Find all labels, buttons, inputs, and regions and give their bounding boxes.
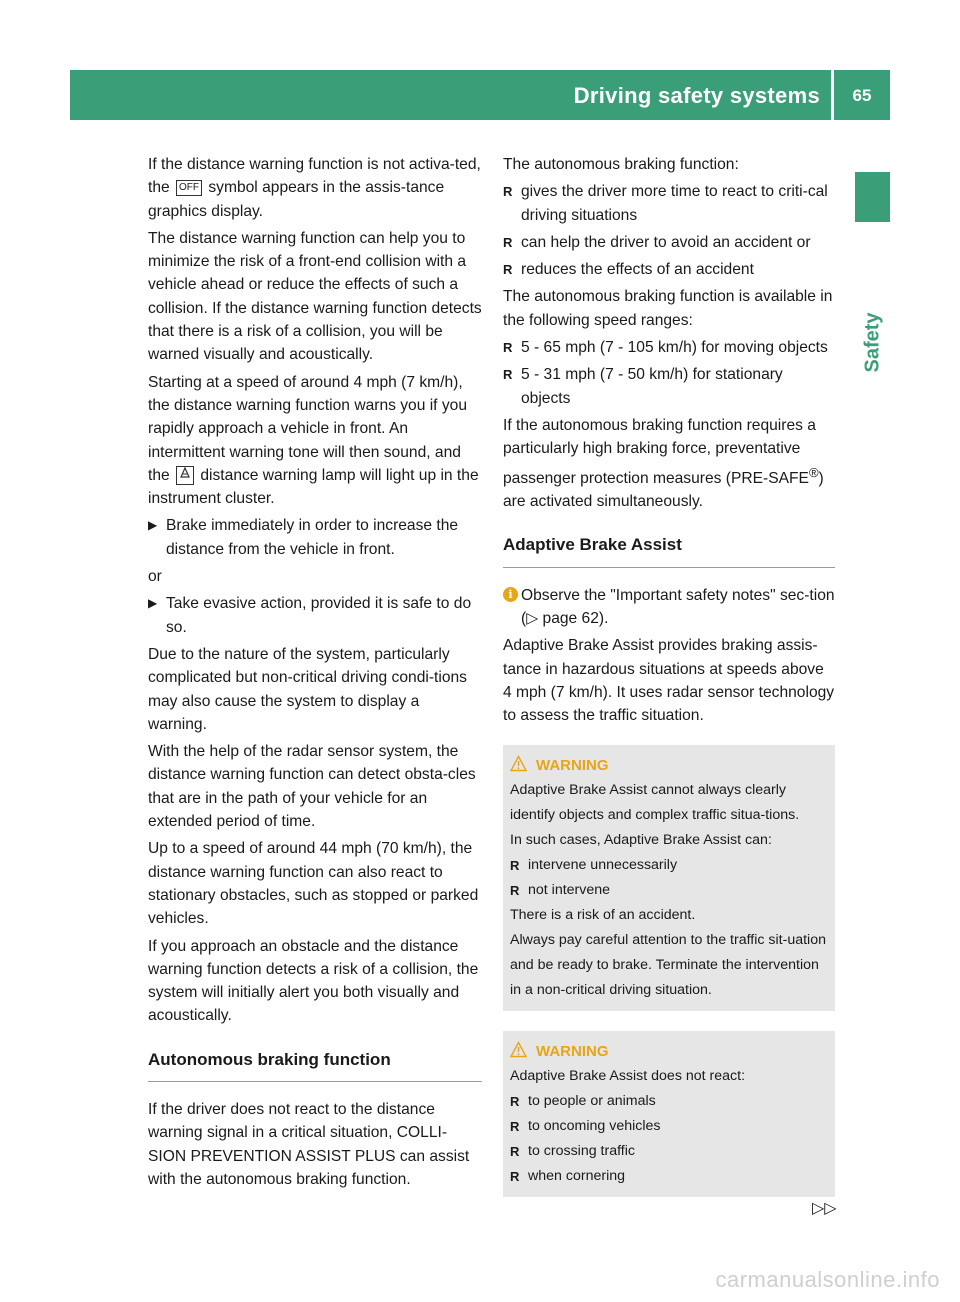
arrow-bullet-icon: ▶: [148, 596, 158, 611]
list-item: [510, 1139, 828, 1164]
bullet-icon: R: [510, 1169, 520, 1185]
list-item: [503, 180, 835, 227]
warning-triangle-icon: [510, 755, 527, 772]
text: to people or animals: [528, 1093, 656, 1110]
paragraph: Due to the nature of the system, particularly complicated but non-critical driving condi-tions may also cause the system to display a warning.: [148, 645, 467, 733]
paragraph: The autonomous braking function:: [503, 156, 739, 173]
paragraph: [148, 371, 482, 511]
continue-arrows-icon: ▷▷: [812, 1200, 837, 1217]
paragraph: [503, 414, 835, 513]
warning-title: [510, 1039, 828, 1064]
text: to oncoming vehicles: [528, 1118, 661, 1135]
left-column: [148, 153, 482, 1195]
text: 5 - 65 mph (7 - 105 km/h) for moving objects: [521, 339, 828, 357]
paragraph: If you approach an obstacle and the distance warning function detects a risk of a collision, the system will initially alert you both visually and acoustically.: [148, 937, 479, 1025]
paragraph: Adaptive Brake Assist does not react:: [510, 1068, 746, 1085]
bullet-icon: R: [503, 262, 513, 278]
text: reduces the effects of an accident: [521, 261, 754, 279]
paragraph: There is a risk of an accident.: [510, 907, 696, 924]
text: ) are activated simultaneously.: [503, 469, 824, 511]
watermark: carmanualsonline.info: [715, 1267, 940, 1292]
text: symbol appears in the assis-tance graphics display.: [148, 179, 445, 220]
list-item: [510, 853, 828, 878]
bullet-icon: R: [510, 858, 520, 874]
paragraph: Adaptive Brake Assist cannot always clearly identify objects and complex traffic situa-tions.: [510, 782, 800, 824]
paragraph: If the driver does not react to the distance warning signal in a critical situation, COLLI-SION PREVENTION ASSIST PLUS can assist with the autonomous braking function.: [148, 1100, 470, 1188]
paragraph: The distance warning function can help you to minimize the risk of a front-end collision with a vehicle ahead or reduce the effects of such a collision. If the distance warning function detects that there is a risk of a collision, you will be warned visually and acoustically.: [148, 229, 482, 364]
section-heading: Autonomous braking function: [148, 1048, 482, 1082]
bullet-icon: R: [510, 1094, 520, 1110]
paragraph: The autonomous braking function is available in the following speed ranges:: [503, 288, 833, 329]
bullet-icon: R: [503, 234, 513, 250]
list-item: [510, 1089, 828, 1114]
warning-triangle-icon: [510, 1041, 527, 1058]
bullet-icon: R: [503, 367, 513, 383]
bullet-icon: R: [503, 184, 513, 200]
section-heading: Adaptive Brake Assist: [503, 533, 835, 567]
text: to crossing traffic: [528, 1143, 635, 1160]
right-column: [503, 153, 835, 1197]
paragraph: In such cases, Adaptive Brake Assist can:: [510, 832, 772, 849]
instruction-step: [148, 514, 482, 561]
side-tab-label: Safety: [861, 312, 884, 373]
paragraph: [148, 153, 482, 223]
list-item: [510, 878, 828, 903]
info-note: [503, 584, 835, 631]
text: WARNING: [536, 757, 609, 775]
text: intervene unnecessarily: [528, 857, 678, 874]
text: WARNING: [536, 1043, 609, 1061]
bullet-icon: R: [503, 340, 513, 356]
text: If the distance warning function is not activa-ted, the: [148, 156, 481, 197]
side-tab-marker: [855, 172, 890, 222]
registered-mark: ®: [808, 464, 819, 480]
warning-box: [503, 1031, 835, 1197]
text: Brake immediately in order to increase the distance from the vehicle in front.: [166, 517, 459, 558]
warning-box: [503, 745, 835, 1011]
text: not intervene: [528, 882, 611, 899]
text: Observe the "Important safety notes" sec-tion (▷ page 62).: [521, 586, 835, 627]
text: Starting at a speed of around 4 mph (7 km/h), the distance warning function warns you if you rapidly approach a vehicle in front. An intermittent warning tone will then sound, and the: [148, 373, 467, 484]
text: distance warning lamp will light up in the instrument cluster.: [148, 466, 479, 508]
instruction-step: [148, 592, 482, 639]
info-icon: i: [503, 587, 518, 602]
paragraph: Always pay careful attention to the traffic sit-uation and be ready to brake. Terminate the intervention in a non-critical driving situation.: [510, 932, 826, 999]
bullet-icon: R: [510, 883, 520, 899]
list-item: [503, 258, 835, 281]
text: can help the driver to avoid an accident or: [521, 233, 811, 251]
distance-warning-off-icon: OFF: [176, 180, 202, 196]
distance-warning-lamp-icon: [176, 466, 194, 485]
warning-title: [510, 753, 828, 778]
paragraph: or: [148, 568, 162, 586]
section-title: Driving safety systems: [573, 83, 820, 108]
text: If the autonomous braking function requires a particularly high braking force, preventative passenger protection measures (PRE-SAFE: [503, 416, 816, 487]
text: 5 - 31 mph (7 - 50 km/h) for stationary objects: [521, 366, 783, 407]
paragraph: Adaptive Brake Assist provides braking assis-tance in hazardous situations at speeds above 4 mph (7 km/h). It uses radar sensor technology to assess the traffic situation.: [503, 637, 835, 725]
list-item: [503, 336, 835, 359]
header-divider: [831, 70, 834, 120]
header-bar: [70, 70, 890, 120]
bullet-icon: R: [510, 1119, 520, 1135]
list-item: [503, 231, 835, 254]
text: gives the driver more time to react to criti-cal driving situations: [521, 183, 828, 224]
text: Take evasive action, provided it is safe to do so.: [166, 595, 472, 636]
paragraph: Up to a speed of around 44 mph (70 km/h), the distance warning function can also react to stationary obstacles, such as stopped or parked vehicles.: [148, 840, 479, 928]
list-item: [510, 1114, 828, 1139]
text: when cornering: [528, 1168, 626, 1185]
page-number: 65: [852, 86, 872, 105]
list-item: [503, 363, 835, 410]
arrow-bullet-icon: ▶: [148, 518, 158, 533]
paragraph: With the help of the radar sensor system, the distance warning function can detect obsta-cles that are in the path of your vehicle for an extended period of time.: [148, 743, 476, 831]
bullet-icon: R: [510, 1144, 520, 1160]
list-item: [510, 1164, 828, 1189]
